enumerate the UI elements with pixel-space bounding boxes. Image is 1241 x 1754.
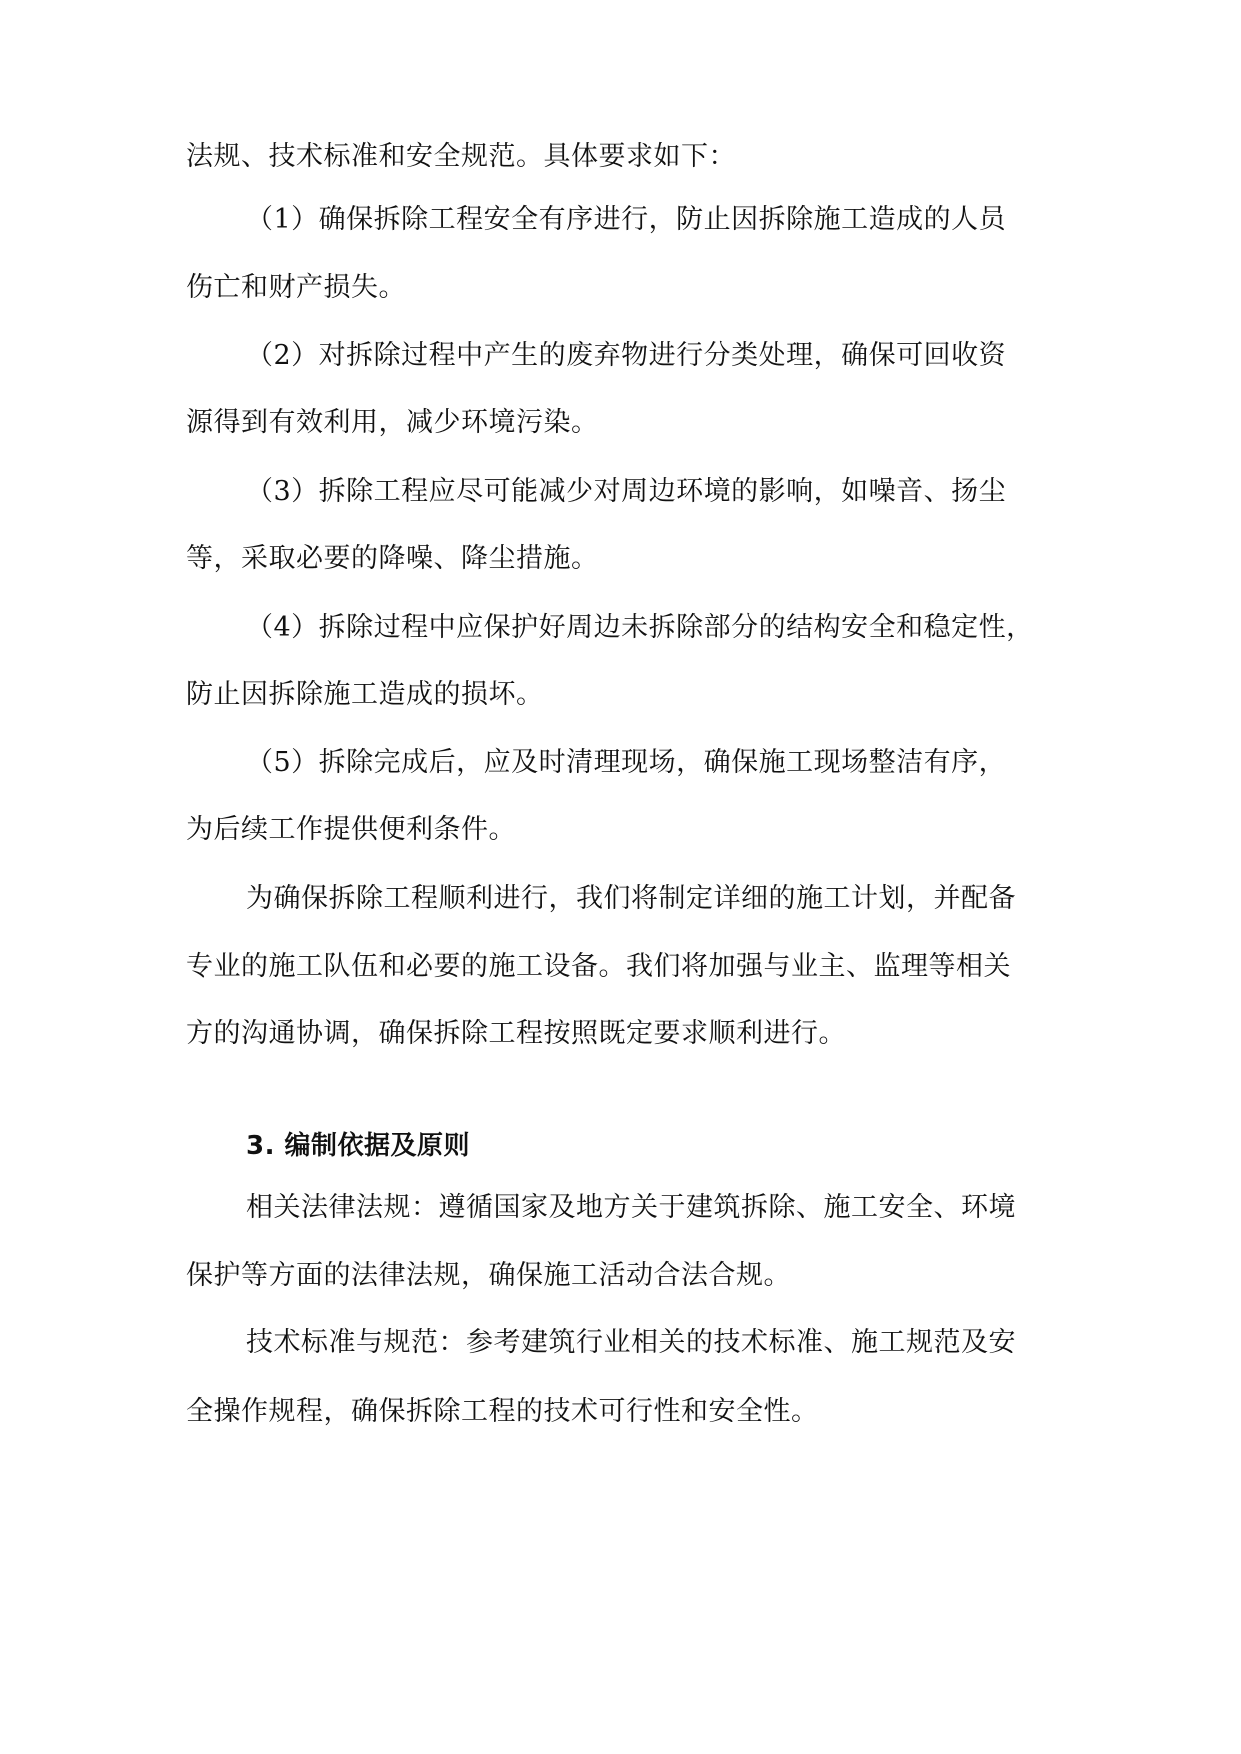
plan-paragraph-line-1: 为确保拆除工程顺利进行，我们将制定详细的施工计划，并配备 bbox=[246, 883, 1016, 914]
requirement-2-continuation: 源得到有效利用，减少环境污染。 bbox=[186, 407, 599, 438]
standards-paragraph-line-2: 全操作规程，确保拆除工程的技术可行性和安全性。 bbox=[186, 1396, 819, 1427]
requirement-2-line: （2）对拆除过程中产生的废弃物进行分类处理，确保可回收资 bbox=[246, 340, 1007, 371]
paragraph-line: 法规、技术标准和安全规范。具体要求如下： bbox=[186, 141, 736, 172]
requirement-1-continuation: 伤亡和财产损失。 bbox=[186, 272, 406, 303]
requirement-4-continuation: 防止因拆除施工造成的损坏。 bbox=[186, 679, 544, 710]
requirement-3-continuation: 等，采取必要的降噪、降尘措施。 bbox=[186, 543, 599, 574]
requirement-5-continuation: 为后续工作提供便利条件。 bbox=[186, 814, 516, 845]
requirement-4-line: （4）拆除过程中应保护好周边未拆除部分的结构安全和稳定性， bbox=[246, 612, 1034, 643]
laws-paragraph-line-1: 相关法律法规：遵循国家及地方关于建筑拆除、施工安全、环境 bbox=[246, 1192, 1016, 1223]
plan-paragraph-line-3: 方的沟通协调，确保拆除工程按照既定要求顺利进行。 bbox=[186, 1018, 846, 1049]
requirement-1-line: （1）确保拆除工程安全有序进行，防止因拆除施工造成的人员 bbox=[246, 204, 1007, 235]
laws-paragraph-line-2: 保护等方面的法律法规，确保施工活动合法合规。 bbox=[186, 1260, 791, 1291]
standards-paragraph-line-1: 技术标准与规范：参考建筑行业相关的技术标准、施工规范及安 bbox=[246, 1327, 1016, 1358]
requirement-5-line: （5）拆除完成后，应及时清理现场，确保施工现场整洁有序， bbox=[246, 747, 1007, 778]
section-heading: 3. 编制依据及原则 bbox=[246, 1131, 471, 1161]
plan-paragraph-line-2: 专业的施工队伍和必要的施工设备。我们将加强与业主、监理等相关 bbox=[186, 951, 1011, 982]
requirement-3-line: （3）拆除工程应尽可能减少对周边环境的影响，如噪音、扬尘 bbox=[246, 476, 1007, 507]
